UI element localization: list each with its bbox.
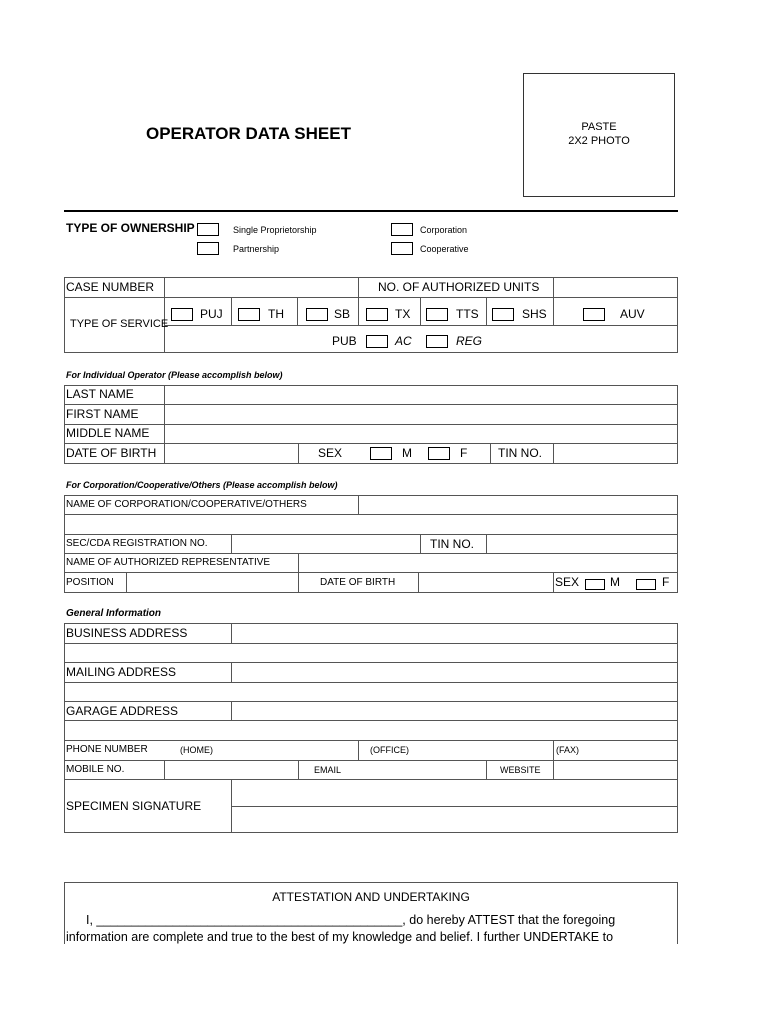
cooperative-checkbox[interactable] [391,242,413,255]
case-number-label: CASE NUMBER [66,280,155,294]
authorized-units-label: NO. OF AUTHORIZED UNITS [378,280,540,294]
middle-name-label: MIDDLE NAME [66,426,150,440]
last-name-label: LAST NAME [66,387,134,401]
single-proprietorship-checkbox[interactable] [197,223,219,236]
partnership-checkbox[interactable] [197,242,219,255]
first-name-field[interactable] [165,405,677,423]
sex-label: SEX [318,446,343,460]
email-field[interactable] [359,761,485,779]
partnership-label: Partnership [233,244,280,254]
phone-number-label: PHONE NUMBER [66,744,148,755]
website-label: WEBSITE [500,765,541,775]
website-field[interactable] [554,761,677,779]
corporation-tin-field[interactable] [487,535,677,553]
th-checkbox[interactable] [238,308,260,321]
garage-address-field-line2[interactable] [65,721,677,740]
sb-label: SB [334,307,351,321]
tx-checkbox[interactable] [366,308,388,321]
signature-field-1[interactable] [232,780,677,806]
tin-label: TIN NO. [498,446,542,460]
ownership-label: TYPE OF OWNERSHIP [66,221,195,235]
page-title: OPERATOR DATA SHEET [146,124,351,143]
representative-label: NAME OF AUTHORIZED REPRESENTATIVE [66,557,271,568]
sb-checkbox[interactable] [306,308,328,321]
position-label: POSITION [66,577,114,588]
pub-ac-checkbox[interactable] [366,335,388,348]
representative-dob-field[interactable] [419,573,552,592]
cooperative-label: Cooperative [420,244,469,254]
representative-dob-label: DATE OF BIRTH [320,577,396,588]
phone-home-field[interactable] [220,741,357,760]
mailing-address-field[interactable] [232,663,677,682]
business-address-field[interactable] [232,624,677,643]
individual-caption: For Individual Operator (Please accomplish below) [66,370,283,380]
shs-checkbox[interactable] [492,308,514,321]
attestation-title: ATTESTATION AND UNDERTAKING [272,890,470,904]
pub-reg-label: REG [456,334,483,348]
tin-field[interactable] [554,444,677,463]
th-label: TH [268,307,284,321]
signature-field-2[interactable] [232,807,677,832]
mobile-field[interactable] [165,761,297,779]
auv-label: AUV [620,307,645,321]
tts-label: TTS [456,307,479,321]
representative-sex-m-label: M [610,575,620,589]
phone-office-field[interactable] [410,741,552,760]
photo-label-line1: PASTE [581,121,617,133]
phone-office-label: (OFFICE) [370,745,409,755]
photo-label-line2: 2X2 PHOTO [568,135,630,147]
sex-m-label: M [402,446,412,460]
tx-label: TX [395,307,411,321]
corporation-checkbox[interactable] [391,223,413,236]
mobile-label: MOBILE NO. [66,764,125,775]
position-field[interactable] [127,573,297,592]
puj-checkbox[interactable] [171,308,193,321]
middle-name-field[interactable] [165,425,677,443]
auv-checkbox[interactable] [583,308,605,321]
type-of-service-label: TYPE OF SERVICE [70,318,169,330]
representative-sex-m-checkbox[interactable] [585,579,605,590]
sex-m-checkbox[interactable] [370,447,392,460]
last-name-field[interactable] [165,386,677,404]
business-address-field-line2[interactable] [65,644,677,662]
puj-label: PUJ [200,307,223,321]
fax-label: (FAX) [556,745,580,755]
fax-field[interactable] [580,741,677,760]
sec-registration-label: SEC/CDA REGISTRATION NO. [66,538,208,549]
sex-f-label: F [460,446,468,460]
pub-label: PUB [332,334,357,348]
representative-field[interactable] [299,554,677,572]
representative-sex-f-checkbox[interactable] [636,579,656,590]
corporation-name-label: NAME OF CORPORATION/COOPERATIVE/OTHERS [66,499,307,510]
shs-label: SHS [522,307,547,321]
garage-address-label: GARAGE ADDRESS [66,704,179,718]
pub-ac-label: AC [395,334,412,348]
dob-field[interactable] [165,444,297,463]
sec-registration-field[interactable] [232,535,419,553]
attestation-line2: information are complete and true to the best of my knowledge and belief. I further UNDERTAKE to [66,930,614,944]
single-proprietorship-label: Single Proprietorship [233,225,317,235]
dob-label: DATE OF BIRTH [66,446,157,460]
authorized-units-field[interactable] [554,278,677,296]
case-number-field[interactable] [165,278,357,296]
corporation-name-field[interactable] [359,496,677,514]
phone-home-label: (HOME) [180,745,213,755]
mailing-address-field-line2[interactable] [65,683,677,701]
mailing-address-label: MAILING ADDRESS [66,665,177,679]
attestation-line1: I, ____________________________________________, do hereby ATTEST that the foregoing [86,913,616,927]
attestation-box [64,882,678,944]
representative-sex-label: SEX [555,575,580,589]
sex-f-checkbox[interactable] [428,447,450,460]
corporation-label: Corporation [420,225,468,235]
header-divider [64,210,678,212]
corporation-tin-label: TIN NO. [430,537,474,551]
business-address-label: BUSINESS ADDRESS [66,626,188,640]
email-label: EMAIL [314,765,342,775]
corporation-name-field-line2[interactable] [65,515,677,533]
photo-box[interactable] [523,73,675,197]
corporation-caption: For Corporation/Cooperative/Others (Please accomplish below) [66,480,338,490]
tts-checkbox[interactable] [426,308,448,321]
representative-sex-f-label: F [662,575,670,589]
specimen-signature-label: SPECIMEN SIGNATURE [66,799,202,813]
first-name-label: FIRST NAME [66,407,139,421]
garage-address-field[interactable] [232,702,677,720]
pub-reg-checkbox[interactable] [426,335,448,348]
general-caption: General Information [66,608,162,619]
